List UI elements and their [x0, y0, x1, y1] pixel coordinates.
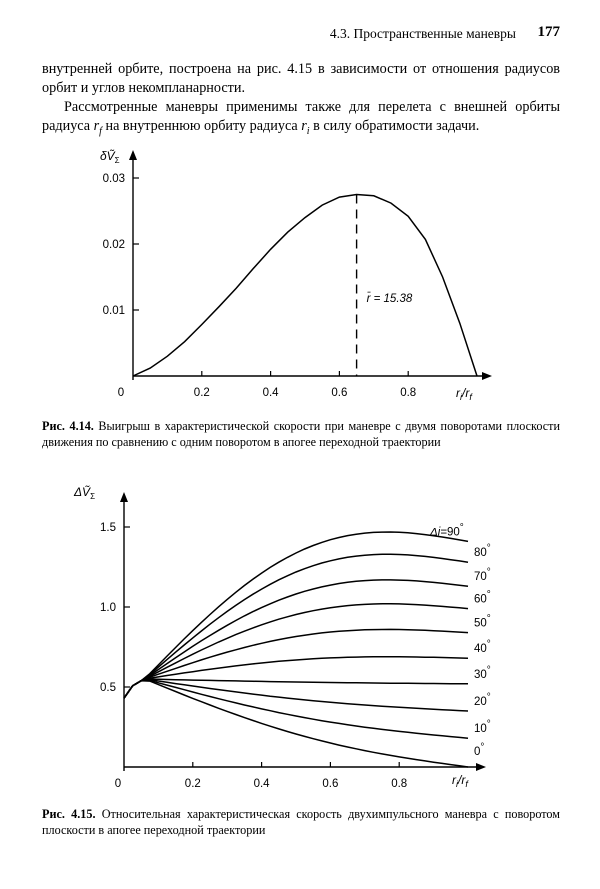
series-line — [124, 554, 468, 698]
y-tick-label: 1.5 — [100, 522, 116, 534]
series-label: 50° — [474, 613, 491, 630]
x-tick-label: 0.6 — [331, 387, 348, 399]
y-tick-label: 0.5 — [100, 682, 116, 694]
caption-text: Выигрыш в характеристической скорости при маневре с двумя поворотами плоскости движения по сравнению с одним поворотом в апогее переходной траектории — [42, 419, 560, 449]
y-axis-label: ΔṼ$_\Sigma$ — [74, 485, 96, 501]
y-tick-label: 1.0 — [100, 602, 116, 614]
x-tick-label: 0.2 — [193, 387, 210, 399]
section-title: 4.3. Пространственные маневры — [329, 26, 516, 41]
annotation-label: r̄ = 15.38 — [366, 293, 413, 305]
figure-4-14-caption — [42, 418, 560, 450]
x-tick-label: 0 — [114, 778, 122, 790]
x-tick-label: 0.8 — [400, 387, 417, 399]
caption-text: Относительная характеристическая скорость двухимпульсного маневра с поворотом плоскости в апогее переходной траектории — [42, 807, 560, 837]
x-axis-arrow — [482, 372, 492, 380]
y-tick-label: 0.02 — [102, 239, 125, 251]
x-tick-label: 0.4 — [253, 778, 270, 790]
paragraph-1 — [42, 60, 560, 98]
caption-label: Рис. 4.15. — [42, 807, 96, 821]
series-label: 0° — [474, 742, 485, 758]
caption-label: Рис. 4.14. — [42, 419, 94, 433]
series-line — [124, 680, 468, 738]
x-axis-arrow — [476, 763, 486, 771]
paragraph-1-text: внутренней орбите, построена на рис. 4.15 в зависимости от отношения радиусов орбит и углов некомпланарности. — [42, 61, 560, 96]
x-tick-label: 0.4 — [262, 387, 279, 399]
series-label: 70° — [474, 567, 491, 584]
series-line — [124, 681, 468, 767]
y-tick-label: 0.03 — [102, 173, 125, 185]
y-axis-arrow — [129, 150, 137, 160]
paragraph-2-text: Рассмотренные маневры применимы также для перелета с внешней орбиты радиуса $r_f$ на внутреннюю орбиту радиуса $r_i$ в силу обратимости задачи. — [42, 99, 560, 137]
series-label: 40° — [474, 639, 491, 656]
series-line — [133, 195, 477, 377]
y-axis-arrow — [120, 492, 128, 502]
x-tick-label: 0.8 — [391, 778, 408, 790]
figure-4-15-caption — [42, 806, 560, 838]
page-number: 177 — [537, 24, 560, 40]
x-tick-label: 0 — [117, 387, 125, 399]
page-header — [40, 24, 560, 44]
figure-4-14 — [0, 140, 600, 410]
series-label: 10° — [474, 719, 491, 736]
series-label: Δi=90° — [430, 522, 464, 539]
x-axis-label: $r_i/r_f$ — [452, 773, 468, 789]
paragraph-2 — [42, 98, 560, 141]
series-label: 80° — [474, 543, 491, 560]
series-label: 20° — [474, 692, 491, 708]
x-tick-label: 0.2 — [184, 778, 201, 790]
y-axis-label: δṼ$_\Sigma$ — [100, 149, 120, 165]
x-axis-label: $r_i/r_f$ — [456, 386, 472, 402]
y-tick-label: 0.01 — [102, 305, 125, 317]
series-line — [124, 679, 468, 698]
series-label: 60° — [474, 589, 491, 606]
series-label: 30° — [474, 664, 491, 681]
x-tick-label: 0.6 — [322, 778, 339, 790]
series-line — [124, 680, 468, 711]
series-line — [124, 580, 468, 698]
figure-4-15 — [0, 472, 600, 802]
